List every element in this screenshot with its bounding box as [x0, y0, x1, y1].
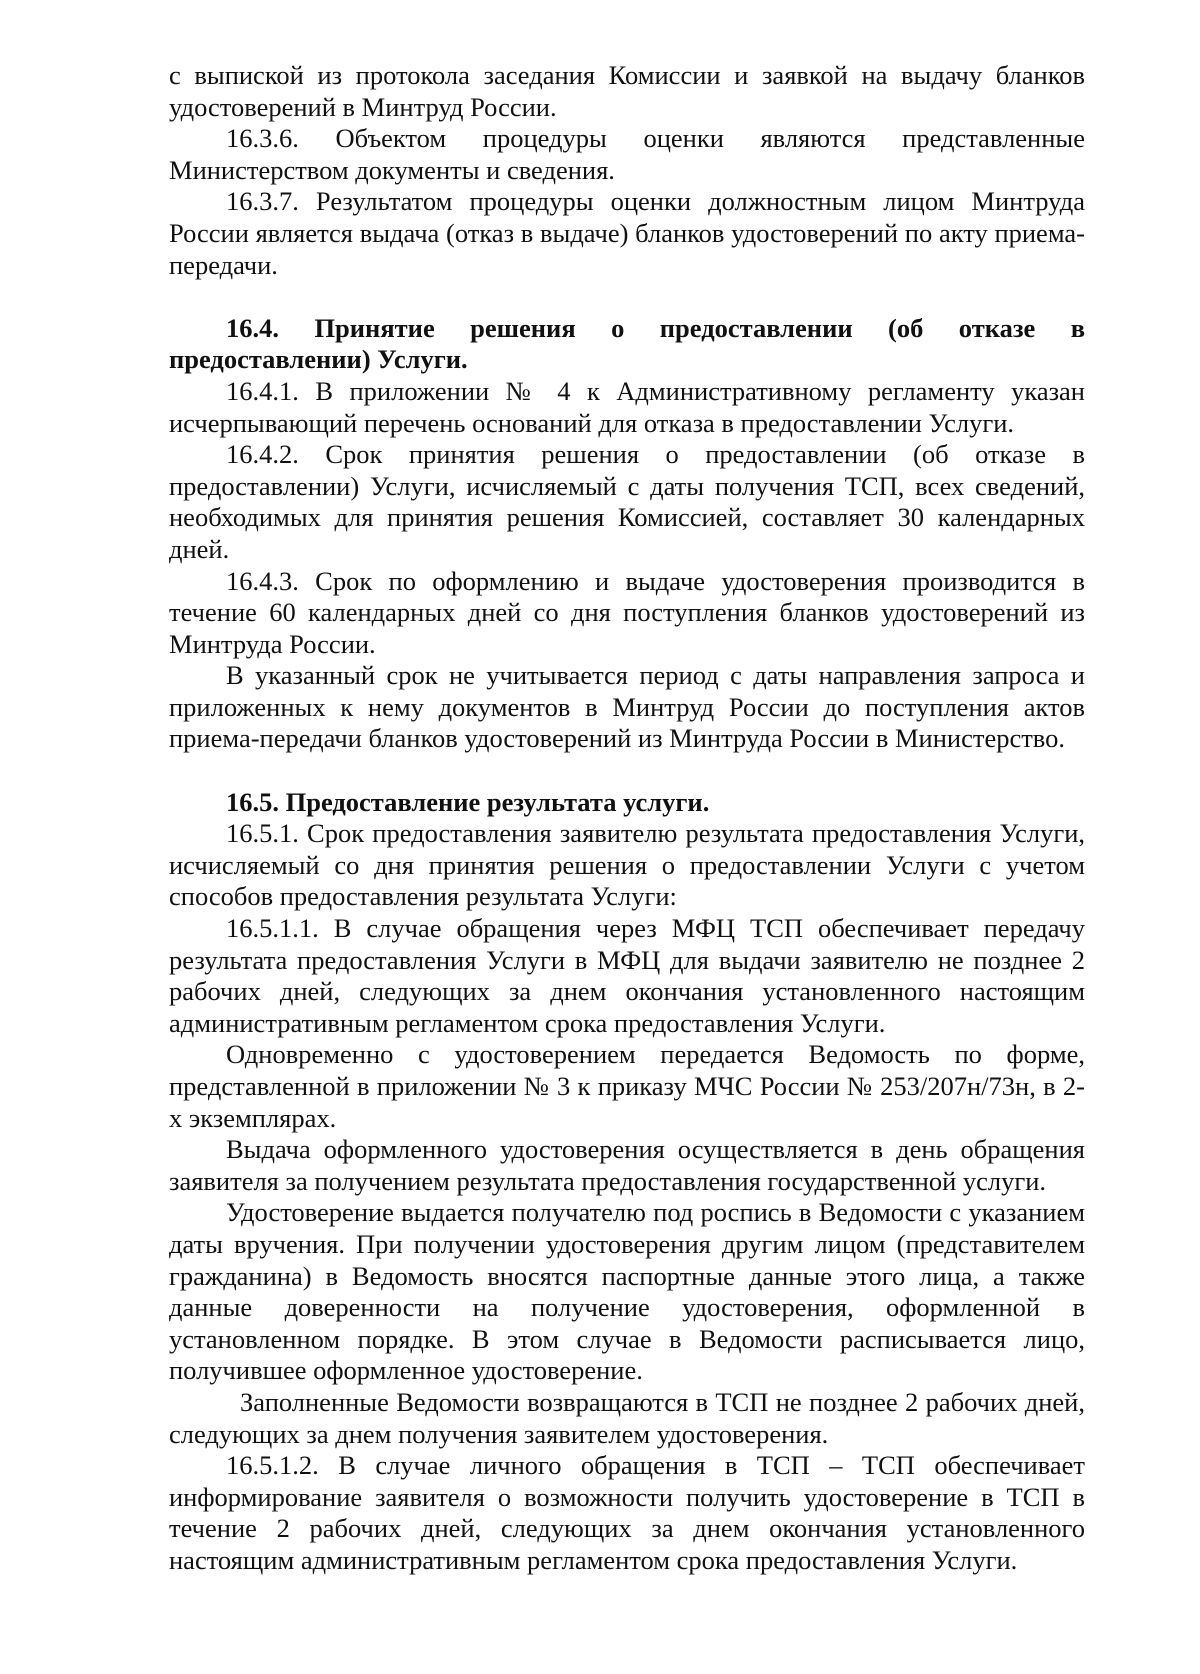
section-heading-16-5: 16.5. Предоставление результата услуги. [226, 786, 710, 817]
paragraph-16-5-1-2: 16.5.1.2. В случае личного обращения в ТСП – ТСП обеспечивает информирование заявителя о возможности получить удостоверение в ТСП в течение 2 рабочих дней, следующих за днем окончания установленного настоящим административным регламентом срока предоставления Услуги. [169, 1450, 1085, 1575]
section-spacer [169, 755, 1085, 787]
paragraph-16-5-1: 16.5.1. Срок предоставления заявителю результата предоставления Услуги, исчисляемый со дня принятия решения о предоставлении Услуги с учетом способов предоставления результата Услуги: [169, 818, 1085, 912]
paragraph-16-4-1: 16.4.1. В приложении № 4 к Административному регламенту указан исчерпывающий перечень оснований для отказа в предоставлении Услуги. [169, 375, 1085, 438]
paragraph-16-3-6: 16.3.6. Объектом процедуры оценки являются представленные Министерством документы и сведения. [169, 123, 1085, 185]
paragraph-period-note: В указанный срок не учитывается период с даты направления запроса и приложенных к нему документов в Минтруд России до поступления актов приема-передачи бланков удостоверений из Минтруда России в Министерство. [169, 660, 1085, 754]
paragraph-vedomost-transfer: Одновременно с удостоверением передается Ведомость по форме, представленной в приложении № 3 к приказу МЧС России № 253/207н/73н, в 2-х экземплярах. [169, 1039, 1085, 1133]
paragraph-continuation: с выпиской из протокола заседания Комиссии и заявкой на выдачу бланков удостоверений в Минтруд России. [169, 60, 1085, 122]
section-heading-16-4: 16.4. Принятие решения о предоставлении (об отказе в предоставлении) Услуги. [169, 312, 1085, 375]
paragraph-16-5-1-1: 16.5.1.1. В случае обращения через МФЦ ТСП обеспечивает передачу результата предоставления Услуги в МФЦ для выдачи заявителю не позднее 2 рабочих дней, следующих за днем окончания установленного настоящим административным регламентом срока предоставления Услуги. [169, 913, 1085, 1038]
paragraph-signature: Удостоверение выдается получателю под роспись в Ведомости с указанием даты вручения. При получении удостоверения другим лицом (представителем гражданина) в Ведомость вносятся паспортные данные этого лица, а также данные доверенности на получение удостоверения, оформленной в установленном порядке. В этом случае в Ведомости расписывается лицо, получившее оформленное удостоверение. [169, 1197, 1085, 1386]
paragraph-16-4-2: 16.4.2. Срок принятия решения о предоставлении (об отказе в предоставлении) Услуги, исчисляемый с даты получения ТСП, всех сведений, необходимых для принятия решения Комиссией, составляет 30 календарных дней. [169, 439, 1085, 564]
section-spacer [169, 281, 1085, 313]
paragraph-16-4-3: 16.4.3. Срок по оформлению и выдаче удостоверения производится в течение 60 календарных дней со дня поступления бланков удостоверений из Минтруда России. [169, 565, 1085, 659]
paragraph-16-3-7: 16.3.7. Результатом процедуры оценки должностным лицом Минтруда России является выдача (отказ в выдаче) бланков удостоверений по акту приема-передачи. [169, 186, 1085, 280]
paragraph-issuance: Выдача оформленного удостоверения осуществляется в день обращения заявителя за получением результата предоставления государственной услуги. [169, 1134, 1085, 1196]
document-page [169, 60, 1085, 1577]
paragraph-vedomost-return: Заполненные Ведомости возвращаются в ТСП не позднее 2 рабочих дней, следующих за днем получения заявителем удостоверения. [169, 1386, 1085, 1449]
